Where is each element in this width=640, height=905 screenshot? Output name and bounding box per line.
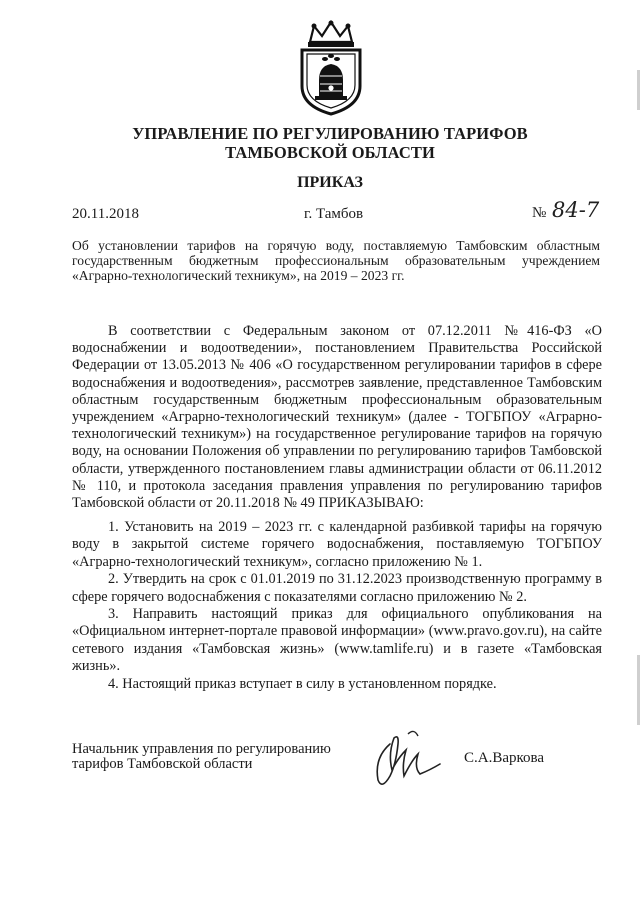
order-item: 4. Настоящий приказ вступает в силу в установленном порядке. — [108, 675, 497, 692]
signatory-position-line2: тарифов Тамбовской области — [72, 756, 253, 772]
signatory-position — [72, 742, 331, 772]
order-item: 3. Направить настоящий приказ для официального опубликования на «Официальном интернет-портале правовой информации» (www.pravo.gov.ru), на сайте сетевого издания «Тамбовская жизнь» (www.tamlife.ru) и в газете «Тамбовская жизнь». — [72, 606, 602, 675]
document-number-label: № — [532, 205, 547, 221]
order-item: 1. Установить на 2019 – 2023 гг. с календарной разбивкой тарифы на горячую воду в закрытой системе горячего водоснабжения, поставляемую ТОГБПОУ «Аграрно-технологический техникум», согласно приложению № 1. — [72, 519, 602, 570]
signatory-position-line1: Начальник управления по регулированию — [72, 741, 331, 757]
signatory-name: С.А.Варкова — [464, 750, 545, 766]
document-date: 20.11.2018 — [72, 206, 139, 222]
document-subject: Об установлении тарифов на горячую воду, поставляемую Тамбовским областным государственным бюджетным профессиональным образовательным учреждением «Аграрно-технологический техникум», на 2019 – 2023 гг. — [72, 238, 600, 283]
organization-name-line2: ТАМБОВСКОЙ ОБЛАСТИ — [225, 143, 435, 162]
order-items — [72, 519, 602, 693]
document-city: г. Тамбов — [304, 206, 364, 222]
preamble-paragraph: В соответствии с Федеральным законом от 07.12.2011 №416-ФЗ «О водоснабжении и водоотведении», постановлением Правительства Российской Федерации от 13.05.2013 № 406 «О государственном регулировании тарифов в сфере водоснабжения и водоотведения», рассмотрев заявление, представленное Тамбовским областным государственным бюджетным профессиональным образовательным учреждением «Аграрно-технологический техникум» (далее - ТОГБПОУ «Аграрно-технологический техникум») на государственное регулирование тарифов на горячую воду, на основании Положения об управлении по регулированию тарифов Тамбовской области, утвержденного постановлением главы администрации области от 06.11.2012 № 110, и протокола заседания правления управления по регулированию тарифов Тамбовской области от 20.11.2018 № 49 ПРИКАЗЫВАЮ: — [72, 323, 602, 512]
handwritten-signature-icon — [368, 724, 448, 792]
document-number-handwritten: 84-7 — [552, 198, 600, 222]
organization-name-line1: УПРАВЛЕНИЕ ПО РЕГУЛИРОВАНИЮ ТАРИФОВ — [132, 124, 528, 143]
order-item: 2. Утвердить на срок с 01.01.2019 по 31.12.2023 производственную программу в сфере горячего водоснабжения с показателями согласно приложению № 2. — [72, 571, 602, 605]
document-type-title: ПРИКАЗ — [297, 174, 363, 191]
coat-of-arms-icon — [292, 20, 370, 116]
